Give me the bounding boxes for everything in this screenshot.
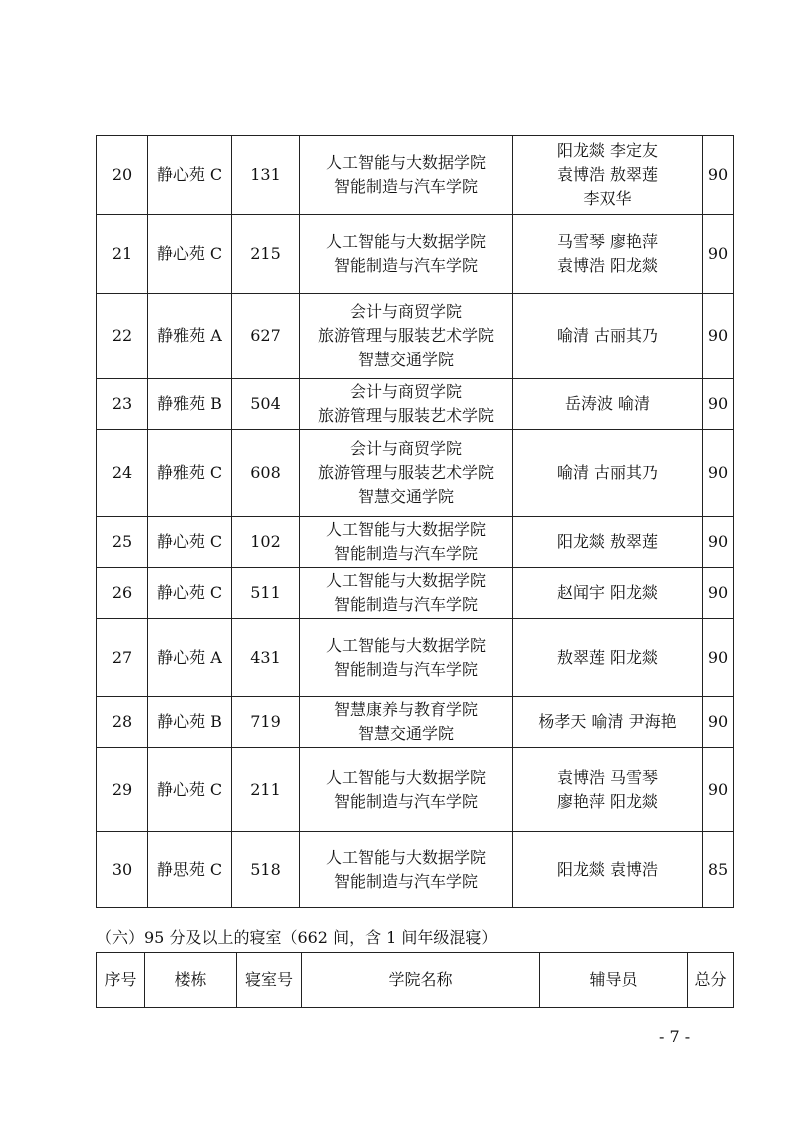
- table-row: [97, 832, 734, 908]
- college-name: 智能制造与汽车学院: [333, 791, 478, 811]
- counselor-cell: [513, 748, 703, 832]
- table-row: [97, 697, 734, 748]
- room-cell: 518: [232, 832, 300, 908]
- score-cell: 90: [703, 430, 734, 517]
- score-cell: 90: [703, 136, 734, 215]
- college-name: 旅游管理与服装艺术学院: [317, 463, 494, 482]
- score-cell: 90: [703, 697, 734, 748]
- table-row: [97, 430, 734, 517]
- college-name: 人工智能与大数据学院: [325, 520, 486, 539]
- building-cell: 静心苑 C: [148, 748, 232, 832]
- room-cell: 504: [232, 379, 300, 430]
- room-cell: 102: [232, 517, 300, 568]
- counselor-names: 廖艳萍 阳龙燚: [556, 791, 659, 811]
- college-cell: [300, 517, 513, 568]
- room-cell: 719: [232, 697, 300, 748]
- top-dorm-table: [96, 952, 734, 1008]
- score-cell: 90: [703, 215, 734, 294]
- building-cell: 静心苑 C: [148, 215, 232, 294]
- room-cell: 431: [232, 619, 300, 697]
- table-header-row: [97, 953, 734, 1008]
- building-cell: 静雅苑 C: [148, 430, 232, 517]
- college-name: 智慧交通学院: [357, 724, 454, 743]
- header-score: 总分: [688, 953, 734, 1008]
- counselor-names: 杨孝天 喻清 尹海艳: [538, 712, 677, 731]
- college-name: 旅游管理与服装艺术学院: [317, 406, 494, 425]
- building-cell: 静思苑 C: [148, 832, 232, 908]
- score-cell: 90: [703, 379, 734, 430]
- building-cell: 静心苑 C: [148, 136, 232, 215]
- counselor-names: 马雪琴 廖艳萍: [556, 232, 659, 251]
- header-no: 序号: [97, 953, 145, 1008]
- room-cell: 131: [232, 136, 300, 215]
- row-number-cell: 23: [97, 379, 148, 430]
- counselor-names: 喻清 古丽其乃: [556, 326, 659, 345]
- college-cell: [300, 748, 513, 832]
- table-row: [97, 136, 734, 215]
- score-cell: 90: [703, 517, 734, 568]
- college-name: 智能制造与汽车学院: [333, 595, 478, 614]
- score-cell: 90: [703, 748, 734, 832]
- score-cell: 90: [703, 568, 734, 619]
- table-row: [97, 215, 734, 294]
- table-row: [97, 748, 734, 832]
- college-name: 人工智能与大数据学院: [325, 153, 486, 172]
- college-cell: [300, 832, 513, 908]
- counselor-names: 李双华: [583, 189, 632, 208]
- row-number-cell: 29: [97, 748, 148, 832]
- college-cell: [300, 619, 513, 697]
- counselor-cell: [513, 136, 703, 215]
- counselor-names: 喻清 古丽其乃: [556, 463, 659, 482]
- counselor-names: 敖翠莲 阳龙燚: [556, 647, 659, 667]
- college-name: 智慧康养与教育学院: [333, 700, 478, 719]
- table-row: [97, 568, 734, 619]
- counselor-names: 袁博浩 马雪琴: [556, 767, 659, 787]
- room-cell: 211: [232, 748, 300, 832]
- building-cell: 静心苑 A: [148, 619, 232, 697]
- score-cell: 85: [703, 832, 734, 908]
- building-cell: 静心苑 C: [148, 568, 232, 619]
- row-number-cell: 27: [97, 619, 148, 697]
- college-name: 会计与商贸学院: [349, 382, 462, 401]
- college-name: 人工智能与大数据学院: [325, 767, 486, 787]
- college-name: 智能制造与汽车学院: [333, 177, 478, 196]
- college-name: 智能制造与汽车学院: [333, 871, 478, 891]
- counselor-cell: [513, 294, 703, 379]
- counselor-cell: [513, 568, 703, 619]
- college-name: 人工智能与大数据学院: [325, 635, 486, 655]
- counselor-names: 袁博浩 阳龙燚: [556, 256, 659, 275]
- college-name: 人工智能与大数据学院: [325, 232, 486, 251]
- college-cell: [300, 697, 513, 748]
- college-cell: [300, 379, 513, 430]
- header-college: 学院名称: [302, 953, 540, 1008]
- building-cell: 静雅苑 A: [148, 294, 232, 379]
- college-cell: [300, 136, 513, 215]
- row-number-cell: 25: [97, 517, 148, 568]
- counselor-names: 赵闻宇 阳龙燚: [556, 583, 659, 602]
- college-name: 智能制造与汽车学院: [333, 659, 478, 679]
- dorm-score-table-body: [97, 136, 734, 908]
- score-cell: 90: [703, 619, 734, 697]
- table-row: [97, 294, 734, 379]
- building-cell: 静雅苑 B: [148, 379, 232, 430]
- college-name: 智能制造与汽车学院: [333, 256, 478, 275]
- building-cell: 静心苑 B: [148, 697, 232, 748]
- counselor-names: 阳龙燚 敖翠莲: [556, 532, 659, 551]
- college-name: 智慧交通学院: [357, 487, 454, 506]
- college-name: 人工智能与大数据学院: [325, 571, 486, 590]
- table-row: [97, 619, 734, 697]
- row-number-cell: 20: [97, 136, 148, 215]
- header-counselor: 辅导员: [540, 953, 688, 1008]
- row-number-cell: 30: [97, 832, 148, 908]
- header-room: 寝室号: [237, 953, 302, 1008]
- table-row: [97, 379, 734, 430]
- room-cell: 511: [232, 568, 300, 619]
- counselor-cell: [513, 619, 703, 697]
- table-row: [97, 517, 734, 568]
- counselor-names: 阳龙燚 李定友: [556, 141, 659, 160]
- counselor-cell: [513, 215, 703, 294]
- college-name: 智能制造与汽车学院: [333, 544, 478, 563]
- counselor-cell: [513, 697, 703, 748]
- college-name: 会计与商贸学院: [349, 439, 462, 458]
- college-name: 人工智能与大数据学院: [325, 847, 486, 867]
- counselor-cell: [513, 517, 703, 568]
- counselor-cell: [513, 832, 703, 908]
- room-cell: 608: [232, 430, 300, 517]
- row-number-cell: 26: [97, 568, 148, 619]
- row-number-cell: 28: [97, 697, 148, 748]
- score-cell: 90: [703, 294, 734, 379]
- college-cell: [300, 294, 513, 379]
- dorm-score-table: [96, 135, 734, 908]
- counselor-names: 阳龙燚 袁博浩: [556, 859, 659, 879]
- row-number-cell: 22: [97, 294, 148, 379]
- building-cell: 静心苑 C: [148, 517, 232, 568]
- header-building: 楼栋: [145, 953, 237, 1008]
- college-cell: [300, 430, 513, 517]
- counselor-cell: [513, 430, 703, 517]
- college-name: 会计与商贸学院: [349, 302, 462, 321]
- college-cell: [300, 568, 513, 619]
- room-cell: 627: [232, 294, 300, 379]
- room-cell: 215: [232, 215, 300, 294]
- row-number-cell: 21: [97, 215, 148, 294]
- college-cell: [300, 215, 513, 294]
- counselor-names: 岳涛波 喻清: [564, 394, 651, 413]
- section-heading: （六）95 分及以上的寝室（662 间，含 1 间年级混寝）: [96, 928, 498, 947]
- counselor-names: 袁博浩 敖翠莲: [556, 165, 659, 184]
- college-name: 旅游管理与服装艺术学院: [317, 326, 494, 345]
- page-number: - 7 -: [659, 1027, 691, 1046]
- counselor-cell: [513, 379, 703, 430]
- row-number-cell: 24: [97, 430, 148, 517]
- college-name: 智慧交通学院: [357, 350, 454, 369]
